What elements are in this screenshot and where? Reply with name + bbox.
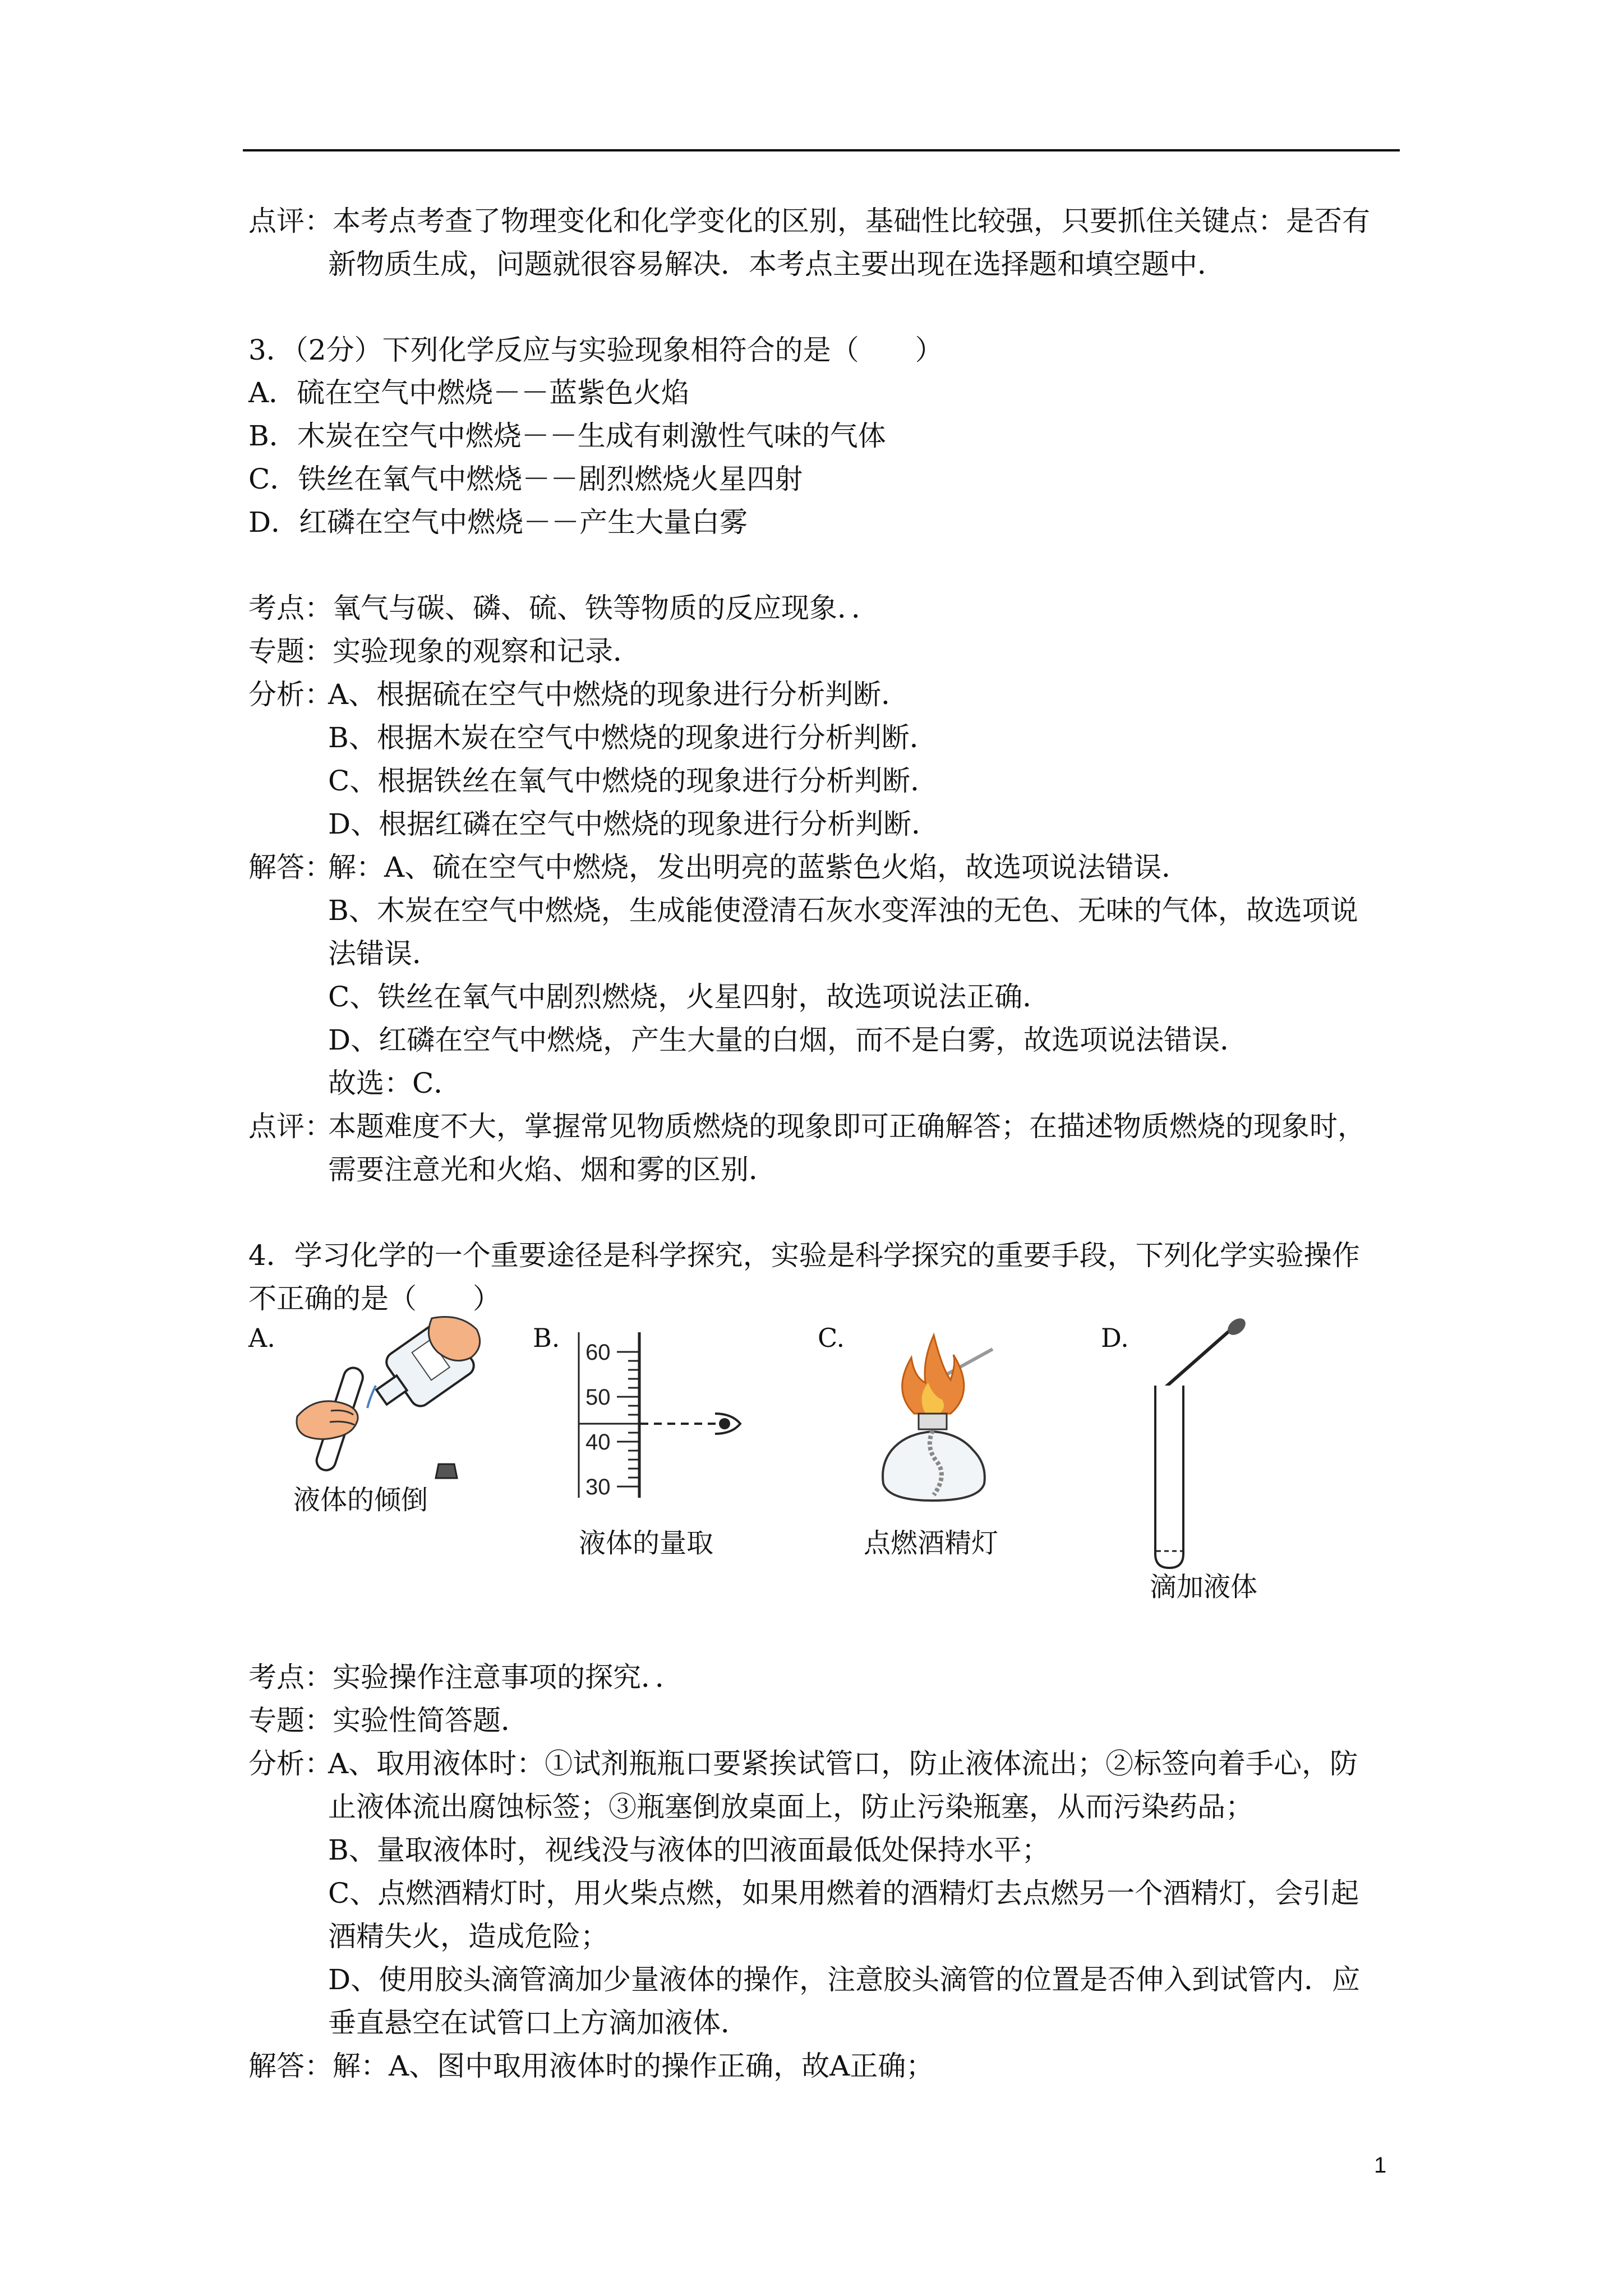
comment-prev-line2: 新物质生成，问题就很容易解决．本考点主要出现在选择题和填空题中． (328, 248, 1225, 280)
q4-kaodian: 考点：实验操作注意事项的探究．． (248, 1661, 683, 1694)
q4-stem-line2: 不正确的是（ ） (248, 1282, 501, 1315)
q4-fenxi-label: 分析： (248, 1747, 333, 1780)
q3-option-d: D．红磷在空气中燃烧－－产生大量白雾 (248, 506, 748, 539)
header-rule (243, 149, 1400, 151)
q3-jieda-line: C、铁丝在氧气中剧烈燃烧，火星四射，故选项说法正确． (328, 981, 1051, 1013)
cylinder-tick-label: 30 (585, 1475, 611, 1499)
q4-fenxi-line: A、取用液体时：①试剂瓶瓶口要紧挨试管口，防止液体流出；②标签向着手心，防 (328, 1747, 1358, 1780)
q4-zhuanti: 专题：实验性简答题． (248, 1704, 529, 1737)
q3-dianping-line: 本题难度不大，掌握常见物质燃烧的现象即可正确解答；在描述物质燃烧的现象时， (328, 1110, 1366, 1143)
q4-fenxi-line: 止液体流出腐蚀标签；③瓶塞倒放桌面上，防止污染瓶塞，从而污染药品； (328, 1791, 1253, 1823)
q3-fenxi-label: 分析： (248, 678, 333, 711)
alcohol-lamp-icon (858, 1329, 1015, 1515)
q3-zhuanti: 专题：实验现象的观察和记录． (248, 635, 641, 668)
q3-jieda-line: 法错误． (328, 937, 440, 970)
q3-kaodian: 考点：氧气与碳、磷、硫、铁等物质的反应现象．． (248, 592, 879, 624)
figure-a-caption: 液体的倾倒 (293, 1484, 428, 1516)
figure-d-letter: D. (1101, 1323, 1129, 1353)
cylinder-tick-label: 60 (585, 1340, 611, 1365)
figure-c-letter: C. (818, 1323, 845, 1353)
q3-jieda-line: B、木炭在空气中燃烧，生成能使澄清石灰水变浑浊的无色、无味的气体，故选项说 (328, 894, 1358, 927)
q3-jieda-label: 解答： (248, 851, 333, 884)
q3-fenxi-line: A、根据硫在空气中燃烧的现象进行分析判断． (328, 678, 910, 711)
q4-stem-line1: 4．学习化学的一个重要途径是科学探究，实验是科学探究的重要手段，下列化学实验操作 (248, 1239, 1360, 1272)
graduated-cylinder-icon (578, 1329, 746, 1503)
cylinder-tick-label: 40 (585, 1430, 611, 1455)
q3-option-b: B．木炭在空气中燃烧－－生成有刺激性气味的气体 (248, 420, 886, 452)
q3-dianping-line: 需要注意光和火焰、烟和雾的区别． (328, 1153, 777, 1186)
figure-a-letter: A. (248, 1323, 275, 1353)
figure-b-letter: B. (533, 1323, 560, 1353)
comment-prev-line1: 点评：本考点考查了物理变化和化学变化的区别，基础性比较强，只要抓住关键点：是否有 (248, 205, 1370, 237)
q4-fenxi-line: B、量取液体时，视线没与液体的凹液面最低处保持水平； (328, 1834, 1050, 1866)
q3-dianping-label: 点评： (248, 1110, 333, 1143)
q4-fenxi-line: C、点燃酒精灯时，用火柴点燃，如果用燃着的酒精灯去点燃另一个酒精灯，会引起 (328, 1877, 1359, 1910)
q3-option-c: C．铁丝在氧气中燃烧－－剧烈燃烧火星四射 (248, 463, 803, 495)
figure-c-caption: 点燃酒精灯 (864, 1527, 999, 1559)
pouring-liquid-icon (292, 1313, 494, 1487)
cylinder-tick-label: 50 (585, 1385, 611, 1410)
q3-jieda-line: 故选：C． (328, 1067, 462, 1099)
q3-jieda-line: 解：A、硫在空气中燃烧，发出明亮的蓝紫色火焰，故选项说法错误． (328, 851, 1190, 884)
q3-option-a: A．硫在空气中燃烧－－蓝紫色火焰 (248, 376, 690, 409)
q4-fenxi-line: 垂直悬空在试管口上方滴加液体． (328, 2007, 749, 2039)
q3-stem: 3．（2分）下列化学反应与实验现象相符合的是（ ） (248, 334, 943, 366)
q3-fenxi-line: C、根据铁丝在氧气中燃烧的现象进行分析判断． (328, 765, 939, 797)
figure-d-caption: 滴加液体 (1150, 1571, 1258, 1603)
q4-fenxi-line: D、使用胶头滴管滴加少量液体的操作，注意胶头滴管的位置是否伸入到试管内．应 (328, 1963, 1361, 1996)
page-number: 1 (1374, 2153, 1387, 2178)
dropper-test-tube-icon (1144, 1318, 1256, 1576)
q3-jieda-line: D、红磷在空气中燃烧，产生大量的白烟，而不是白雾，故选项说法错误． (328, 1024, 1248, 1056)
figure-b-caption: 液体的量取 (579, 1527, 714, 1559)
q4-fenxi-line: 酒精失火，造成危险； (328, 1920, 608, 1953)
q4-jieda: 解答：解：A、图中取用液体时的操作正确，故A正确； (248, 2050, 934, 2082)
q3-fenxi-line: D、根据红磷在空气中燃烧的现象进行分析判断． (328, 808, 940, 840)
q3-fenxi-line: B、根据木炭在空气中燃烧的现象进行分析判断． (328, 721, 938, 754)
